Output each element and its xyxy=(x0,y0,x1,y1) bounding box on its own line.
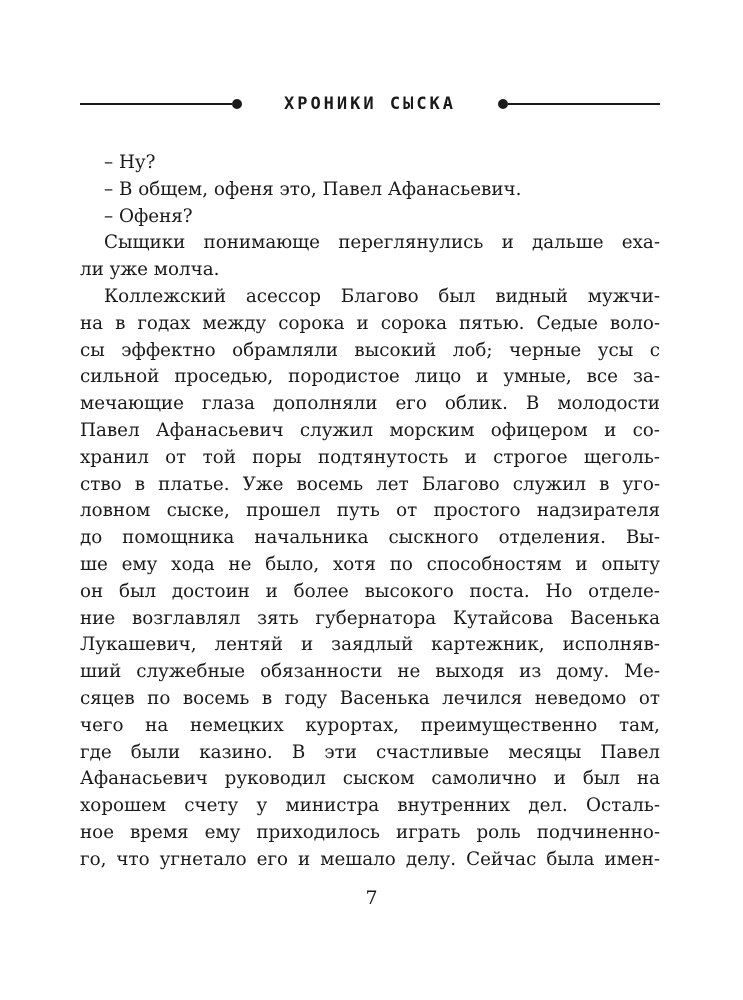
text-line: ловном сыске, прошел путь от простого надзирателя xyxy=(80,500,660,522)
text-line: ное время ему приходилось играть роль подчиненно- xyxy=(80,821,660,843)
text-line: ние возглавлял зять губернатора Кутайсова Васенька xyxy=(80,607,660,629)
text-line: он был достоин и более высокого поста. Но отделе- xyxy=(80,580,660,602)
text-line: сы эффектно обрамляли высокий лоб; черные усы с xyxy=(80,339,660,361)
text-line: го, что угнетало его и мешало делу. Сейчас была имен- xyxy=(80,848,660,870)
text-line: Лукашевич, лентяй и заядлый картежник, исполняв- xyxy=(80,634,660,656)
text-line: ший служебные обязанности не выходя из дому. Ме- xyxy=(80,661,660,683)
text-line: до помощника начальника сыскного отделения. Вы- xyxy=(80,527,660,549)
text-line: чего на немецких курортах, преимущественно там, xyxy=(80,714,660,736)
text-line: хорошем счету у министра внутренних дел. Осталь- xyxy=(80,795,660,817)
text-line: – Офеня? xyxy=(104,205,193,227)
text-line: ше ему хода не было, хотя по способностям и опыту xyxy=(80,553,660,575)
text-line: сяцев по восемь в году Васенька лечился неведомо от xyxy=(80,687,660,709)
text-line: Павел Афанасьевич служил морским офицером и со- xyxy=(80,419,660,441)
header-rule-left xyxy=(80,103,232,105)
header-title: ХРОНИКИ СЫСКА xyxy=(283,94,457,114)
running-header xyxy=(80,92,660,116)
text-line: где были казино. В эти счастливые месяцы Павел xyxy=(80,741,660,763)
text-line: – В общем, офеня это, Павел Афанасьевич. xyxy=(104,178,522,200)
text-line: Сыщики понимающе переглянулись и дальше еха- xyxy=(104,232,660,254)
text-line: хранил от той поры подтянутость и строгое щеголь- xyxy=(80,446,660,468)
text-line: ство в платье. Уже восемь лет Благово служил в уго- xyxy=(80,473,660,495)
header-dot-right-icon xyxy=(498,99,508,109)
text-line: Коллежский асессор Благово был видный мужчи- xyxy=(104,285,660,307)
text-line: мечающие глаза дополняли его облик. В молодости xyxy=(80,393,660,415)
header-dot-left-icon xyxy=(232,99,242,109)
text-line: – Ну? xyxy=(104,152,156,173)
text-line: Афанасьевич руководил сыском самолично и был на xyxy=(80,768,660,790)
text-line: на в годах между сорока и сорока пятью. Седые воло- xyxy=(80,312,660,334)
text-line: сильной проседью, породистое лицо и умные, все за- xyxy=(80,366,660,388)
page-number: 7 xyxy=(365,887,378,909)
text-line: ли уже молча. xyxy=(80,259,220,281)
header-rule-right xyxy=(508,103,660,105)
body-text xyxy=(80,150,660,874)
